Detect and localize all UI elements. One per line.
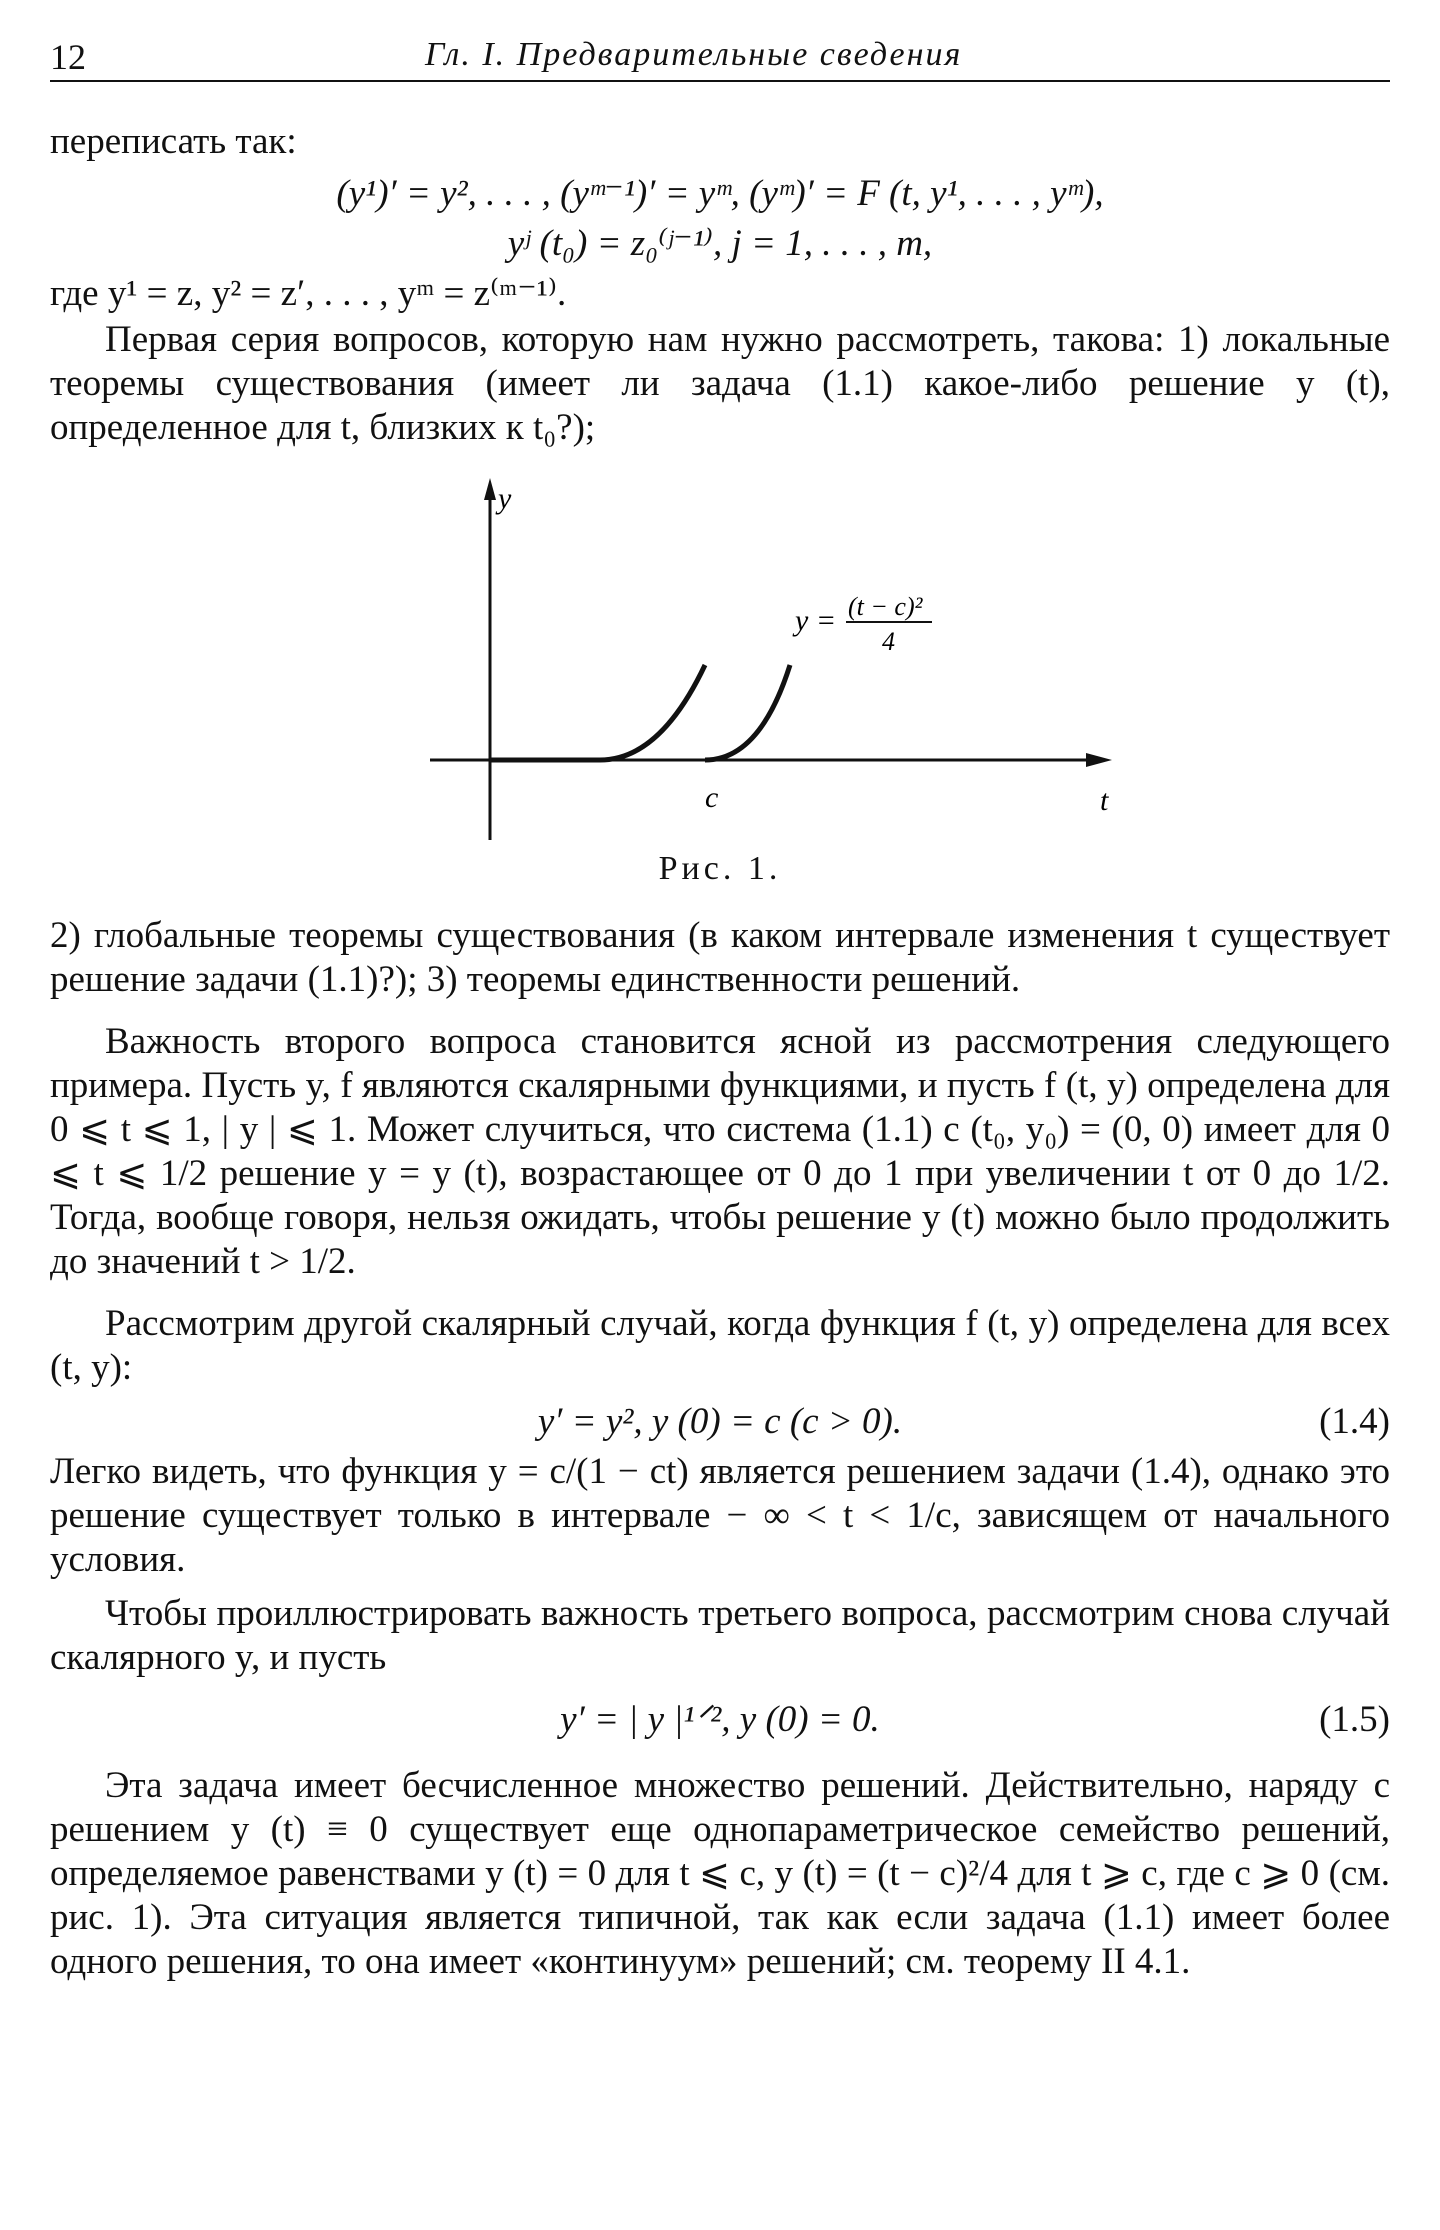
curve-formula-lhs: y = xyxy=(795,604,837,637)
t-axis-label: t xyxy=(1100,784,1109,817)
paragraph-4: Рассмотрим другой скалярный случай, когда функция f (t, y) определена для всех (t, y): xyxy=(50,1303,1390,1388)
equation-1-5 xyxy=(50,1698,1390,1748)
paragraph-5: Легко видеть, что функция y = c/(1 − ct) является решением задачи (1.4), однако это решение существует только в интервале − ∞ < t < 1/c, зависящем от начального условия. xyxy=(50,1451,1390,1580)
where-definition: где y¹ = z, y² = z′, . . . , yᵐ = z⁽ᵐ⁻¹⁾. xyxy=(50,273,567,314)
page-header xyxy=(50,30,1390,82)
curve-formula-numerator: (t − c)² xyxy=(848,592,923,621)
figure-1 xyxy=(50,470,1390,850)
paragraph-2: 2) глобальные теоремы существования (в каком интервале изменения t существует решение задачи (1.1)?); 3) теоремы единственности решений. xyxy=(50,915,1390,1000)
solution-curve-1 xyxy=(490,665,705,760)
intro-text: переписать так: xyxy=(50,121,297,162)
equation-1-4 xyxy=(50,1400,1390,1450)
figure-caption: Рис. 1. xyxy=(658,850,782,887)
y-axis-arrow-icon xyxy=(484,478,496,500)
paragraph-7: Эта задача имеет бесчисленное множество решений. Действительно, наряду с решением y (t) ≡ 0 существует еще однопараметрическое семейство решений, определяемое равенствами y (t) = 0 для t ⩽ c, y (t) = (t − c)²/4 для t ⩾ c, где c ⩾ 0 (см. рис. 1). Эта ситуация является типичной, так как если задача (1.1) имеет более одного решения, то она имеет «континуум» решений; см. теорему II 4.1. xyxy=(50,1765,1390,1982)
page xyxy=(50,30,1390,1984)
equation-system-line2: yʲ (t₀) = z₀⁽ʲ⁻¹⁾, j = 1, . . . , m, xyxy=(507,223,933,264)
curve-formula-denominator: 4 xyxy=(882,627,895,656)
equation-1-5-number: (1.5) xyxy=(1319,1699,1390,1740)
equation-1-4-number: (1.4) xyxy=(1319,1401,1390,1442)
paragraph-6: Чтобы проиллюстрировать важность третьего вопроса, рассмотрим снова случай скалярного y, и пусть xyxy=(50,1593,1390,1678)
solution-curve-2 xyxy=(705,665,790,760)
paragraph-3: Важность второго вопроса становится ясной из рассмотрения следующего примера. Пусть y, f являются скалярными функциями, и пусть f (t, y) определена для 0 ⩽ t ⩽ 1, | y | ⩽ 1. Может случиться, что система (1.1) с (t₀, y₀) = (0, 0) имеет для 0 ⩽ t ⩽ 1/2 решение y = y (t), возрастающее от 0 до 1 при увеличении t от 0 до 1/2. Тогда, вообще говоря, нельзя ожидать, чтобы решение y (t) можно было продолжить до значений t > 1/2. xyxy=(50,1021,1390,1282)
t-axis-arrow-icon xyxy=(1086,753,1112,767)
equation-1-5-body: y′ = | y |¹ᐟ², y (0) = 0. xyxy=(560,1699,880,1740)
page-number: 12 xyxy=(50,37,86,77)
running-title: Гл. I. Предварительные сведения xyxy=(425,36,963,73)
y-axis-label: y xyxy=(498,482,512,515)
equation-1-4-body: y′ = y², y (0) = c (c > 0). xyxy=(537,1401,903,1442)
point-c-label: c xyxy=(705,781,719,814)
equation-system-line1: (y¹)′ = y², . . . , (yᵐ⁻¹)′ = yᵐ, (yᵐ)′ = F (t, y¹, . . . , yᵐ), xyxy=(336,173,1104,214)
paragraph-1: Первая серия вопросов, которую нам нужно рассмотреть, такова: 1) локальные теоремы существования (имеет ли задача (1.1) какое-либо решение y (t), определенное для t, близких к t₀?); xyxy=(50,319,1390,448)
figure-1-plot xyxy=(360,470,1120,850)
